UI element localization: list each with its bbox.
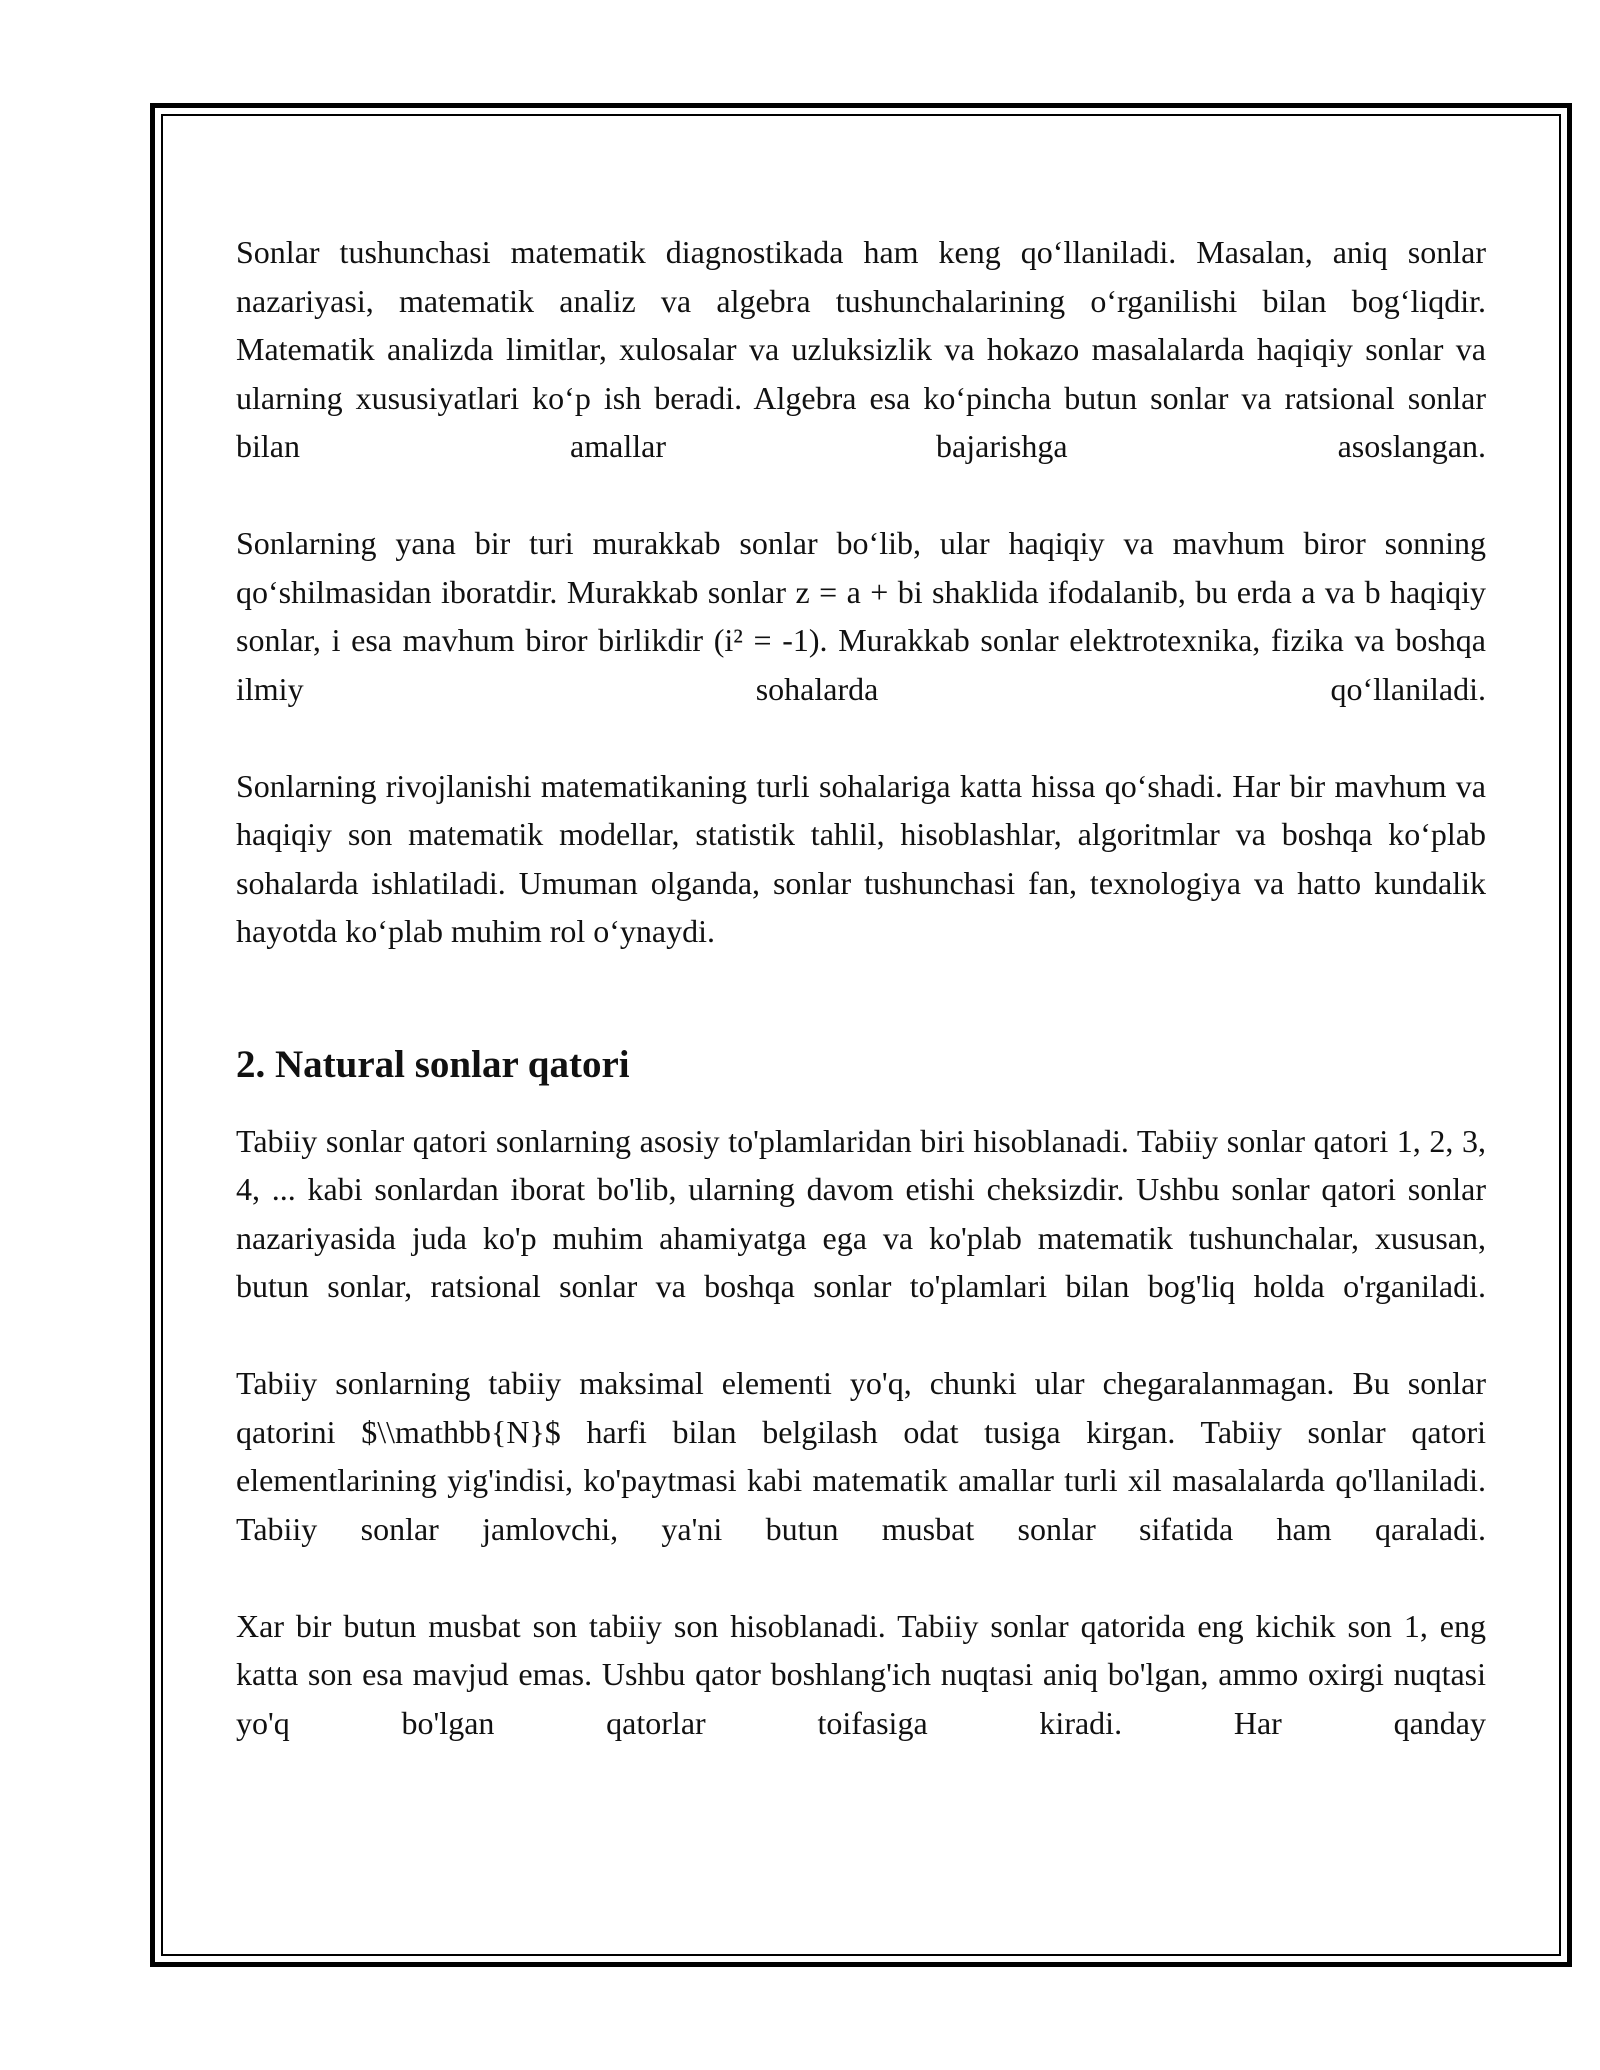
paragraph-sonlar-rivojlanishi: Sonlarning rivojlanishi matematikaning turli sohalariga katta hissa qo‘shadi. Har bir mavhum va haqiqiy son matematik modellar, statistik tahlil, hisoblashlar, algoritmlar va boshqa ko‘plab sohalarda ishlatiladi. Umuman olganda, sonlar tushunchasi fan, texnologiya va hatto kundalik hayotda ko‘plab muhim rol o‘ynaydi.: [236, 767, 1486, 949]
document-body: [236, 228, 1486, 1747]
paragraph-tabiiy-maksimal-element: Tabiiy sonlarning tabiiy maksimal elementi yo'q, chunki ular chegaralanmagan. Bu sonlar qatorini $\\mathbb{N}$ harfi bilan belgilash odat tusiga kirgan. Tabiiy sonlar qatori elementlarining yig'indisi, ko'paytmasi kabi matematik amallar turli xil masalalarda qo'llaniladi. Tabiiy sonlar jamlovchi, ya'ni butun musbat sonlar sifatida ham qaraladi.: [236, 1365, 1486, 1547]
paragraph-butun-musbat-son: Xar bir butun musbat son tabiiy son hisoblanadi. Tabiiy sonlar qatorida eng kichik son 1, eng katta son esa mavjud emas. Ushbu qator boshlang'ich nuqtasi aniq bo'lgan, ammo oxirgi nuqtasi yo'q bo'lgan qatorlar toifasiga kiradi. Har qanday: [236, 1607, 1486, 1741]
paragraph-murakkab-sonlar: Sonlarning yana bir turi murakkab sonlar bo‘lib, ular haqiqiy va mavhum biror sonning qo‘shilmasidan iboratdir. Murakkab sonlar z = a + bi shaklida ifodalanib, bu erda a va b haqiqiy sonlar, i esa mavhum biror birlikdir (i² = -1). Murakkab sonlar elektrotexnika, fizika va boshqa ilmiy sohalarda qo‘llaniladi.: [236, 525, 1486, 707]
section-heading: 2. Natural sonlar qatori: [236, 1042, 630, 1086]
paragraph-gap: [236, 1553, 1486, 1602]
paragraph-sonlar-diagnostika: Sonlar tushunchasi matematik diagnostikada ham keng qo‘llaniladi. Masalan, aniq sonlar nazariyasi, matematik analiz va algebra tushunchalarining o‘rganilishi bilan bog‘liqdir. Matematik analizda limitlar, xulosalar va uzluksizlik va hokazo masalalarda haqiqiy sonlar va ularning xususiyatlari ko‘p ish beradi. Algebra esa ko‘pincha butun sonlar va ratsional sonlar bilan amallar bajarishga asoslangan.: [236, 234, 1486, 464]
paragraph-tabiiy-sonlar-qatori: Tabiiy sonlar qatori sonlarning asosiy to'plamlaridan biri hisoblanadi. Tabiiy sonlar qatori 1, 2, 3, 4, ... kabi sonlardan iborat bo'lib, ularning davom etishi cheksizdir. Ushbu sonlar qatori sonlar nazariyasida juda ko'p muhim ahamiyatga ega va ko'plab matematik tushunchalar, xususan, butun sonlar, ratsional sonlar va boshqa sonlar to'plamlari bilan bog'liq holda o'rganiladi.: [236, 1122, 1486, 1304]
paragraph-gap: [236, 471, 1486, 520]
paragraph-gap: [236, 1311, 1486, 1360]
paragraph-gap: [236, 713, 1486, 762]
section-gap: [236, 956, 1486, 1041]
